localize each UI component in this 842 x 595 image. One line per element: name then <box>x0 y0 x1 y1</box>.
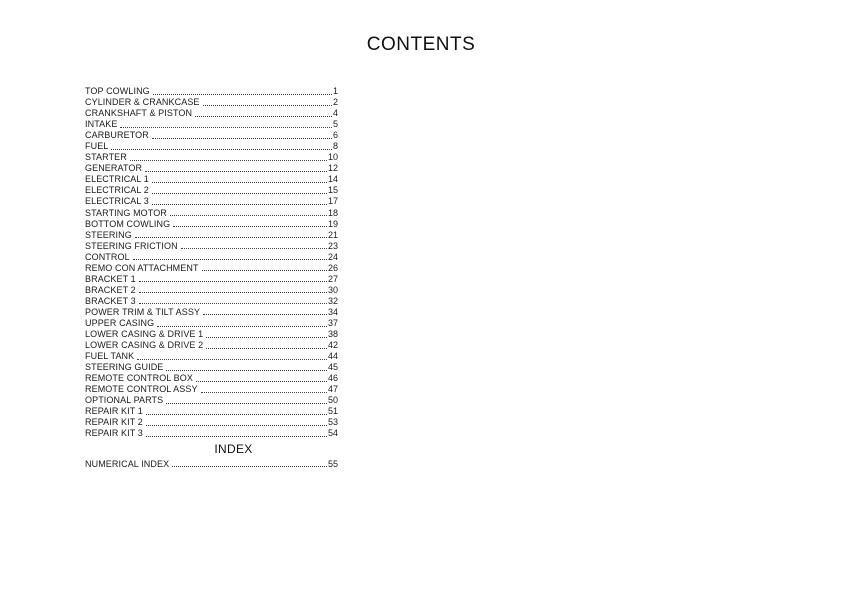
dot-leader <box>139 292 327 293</box>
toc-entry-page-number: 34 <box>327 306 338 317</box>
toc-entry-label: FUEL TANK <box>85 351 135 362</box>
dot-leader <box>195 116 332 117</box>
toc-entry[interactable] <box>85 263 338 274</box>
toc-entry[interactable] <box>85 141 338 152</box>
toc-entry-page-number: 15 <box>327 185 338 196</box>
toc-entry-page-number: 51 <box>327 406 338 417</box>
toc-entry-label: UPPER CASING <box>85 317 155 328</box>
toc-entry[interactable] <box>85 417 338 428</box>
toc-entry-page-number: 42 <box>327 340 338 351</box>
toc-entry-label: ELECTRICAL 2 <box>85 185 149 196</box>
index-entry-list <box>85 459 338 470</box>
dot-leader <box>145 171 327 172</box>
toc-entry-label: ELECTRICAL 3 <box>85 196 149 207</box>
toc-entry[interactable] <box>85 108 338 119</box>
toc-entry-page-number: 18 <box>327 207 338 218</box>
toc-entry-label: BOTTOM COWLING <box>85 218 171 229</box>
toc-entry[interactable] <box>85 362 338 373</box>
toc-entry[interactable] <box>85 296 338 307</box>
dot-leader <box>173 226 327 227</box>
toc-entry-label: CRANKSHAFT & PISTON <box>85 108 193 119</box>
toc-entry-page-number: 46 <box>327 373 338 384</box>
toc-entry[interactable] <box>85 241 338 252</box>
dot-leader <box>152 182 327 183</box>
toc-entry-page-number: 4 <box>332 108 338 119</box>
toc-entry-page-number: 21 <box>327 229 338 240</box>
dot-leader <box>153 94 332 95</box>
dot-leader <box>206 348 327 349</box>
toc-entry-page-number: 19 <box>327 218 338 229</box>
toc-entry-page-number: 24 <box>327 251 338 262</box>
toc-entry-label: STEERING FRICTION <box>85 240 178 251</box>
dot-leader <box>181 248 327 249</box>
toc-entry-page-number: 17 <box>327 196 338 207</box>
toc-entry[interactable] <box>85 318 338 329</box>
toc-entry-label: REMO CON ATTACHMENT <box>85 262 199 273</box>
toc-entry-label: OPTIONAL PARTS <box>85 395 164 406</box>
toc-entry[interactable] <box>85 174 338 185</box>
toc-entry[interactable] <box>85 459 338 470</box>
toc-entry-label: CARBURETOR <box>85 130 149 141</box>
dot-leader <box>166 403 327 404</box>
toc-entry[interactable] <box>85 130 338 141</box>
dot-leader <box>166 370 327 371</box>
index-section-heading: INDEX <box>214 442 253 456</box>
toc-entry[interactable] <box>85 185 338 196</box>
dot-leader <box>203 105 332 106</box>
dot-leader <box>137 359 327 360</box>
dot-leader <box>157 326 327 327</box>
page-title: CONTENTS <box>366 34 476 55</box>
toc-entry-page-number: 30 <box>327 284 338 295</box>
toc-entry[interactable] <box>85 428 338 439</box>
toc-entry-page-number: 2 <box>332 97 338 108</box>
toc-entry-label: BRACKET 2 <box>85 284 136 295</box>
toc-entry-label: STEERING <box>85 229 132 240</box>
toc-entry[interactable] <box>85 384 338 395</box>
toc-entry[interactable] <box>85 163 338 174</box>
toc-entry-label: REPAIR KIT 3 <box>85 428 143 439</box>
dot-leader <box>152 193 327 194</box>
toc-entry-page-number: 26 <box>327 262 338 273</box>
toc-entry[interactable] <box>85 307 338 318</box>
dot-leader <box>170 215 327 216</box>
toc-entry-page-number: 27 <box>327 273 338 284</box>
toc-entry-label: STARTER <box>85 152 127 163</box>
toc-entry-list <box>85 86 338 440</box>
toc-entry-page-number: 55 <box>327 458 338 469</box>
dot-leader <box>146 414 327 415</box>
toc-entry-page-number: 1 <box>332 86 338 96</box>
toc-entry[interactable] <box>85 373 338 384</box>
toc-entry-label: STEERING GUIDE <box>85 362 164 373</box>
dot-leader <box>139 303 327 304</box>
toc-entry-page-number: 47 <box>327 384 338 395</box>
dot-leader <box>152 138 332 139</box>
toc-entry-label: REMOTE CONTROL ASSY <box>85 384 198 395</box>
dot-leader <box>203 314 327 315</box>
toc-entry[interactable] <box>85 230 338 241</box>
toc-entry[interactable] <box>85 97 338 108</box>
toc-entry-label: FUEL <box>85 141 109 152</box>
toc-entry-page-number: 32 <box>327 295 338 306</box>
toc-entry-page-number: 54 <box>327 428 338 439</box>
dot-leader <box>196 381 327 382</box>
toc-entry-page-number: 50 <box>327 395 338 406</box>
dot-leader <box>130 160 327 161</box>
toc-entry-label: LOWER CASING & DRIVE 1 <box>85 329 204 340</box>
dot-leader <box>152 204 327 205</box>
toc-entry[interactable] <box>85 329 338 340</box>
toc-entry-label: CONTROL <box>85 251 130 262</box>
toc-entry-label: POWER TRIM & TILT ASSY <box>85 306 201 317</box>
dot-leader <box>146 436 327 437</box>
dot-leader <box>139 281 327 282</box>
toc-entry-page-number: 10 <box>327 152 338 163</box>
toc-entry[interactable] <box>85 340 338 351</box>
dot-leader <box>111 149 332 150</box>
toc-entry[interactable] <box>85 219 338 230</box>
toc-entry[interactable] <box>85 351 338 362</box>
toc-entry-label: STARTING MOTOR <box>85 207 167 218</box>
toc-entry-label: REMOTE CONTROL BOX <box>85 373 193 384</box>
toc-entry-label: BRACKET 3 <box>85 295 136 306</box>
toc-entry-label: NUMERICAL INDEX <box>85 458 170 469</box>
toc-entry-label: GENERATOR <box>85 163 143 174</box>
toc-entry-page-number: 44 <box>327 351 338 362</box>
toc-entry-label: REPAIR KIT 2 <box>85 417 143 428</box>
toc-entry[interactable] <box>85 86 338 97</box>
toc-entry[interactable] <box>85 119 338 130</box>
toc-entry-label: INTAKE <box>85 119 118 130</box>
toc-entry-page-number: 53 <box>327 417 338 428</box>
toc-entry-page-number: 45 <box>327 362 338 373</box>
toc-entry-label: LOWER CASING & DRIVE 2 <box>85 340 204 351</box>
toc-entry-page-number: 38 <box>327 329 338 340</box>
toc-entry-page-number: 14 <box>327 174 338 185</box>
toc-entry-label: BRACKET 1 <box>85 273 136 284</box>
toc-entry-label: ELECTRICAL 1 <box>85 174 149 185</box>
toc-entry-page-number: 37 <box>327 317 338 328</box>
toc-entry-page-number: 23 <box>327 240 338 251</box>
toc-entry[interactable] <box>85 274 338 285</box>
dot-leader <box>172 466 327 467</box>
dot-leader <box>133 259 327 260</box>
dot-leader <box>120 127 332 128</box>
toc-entry-label: REPAIR KIT 1 <box>85 406 143 417</box>
toc-entry[interactable] <box>85 395 338 406</box>
dot-leader <box>201 392 327 393</box>
dot-leader <box>206 337 327 338</box>
toc-entry-page-number: 12 <box>327 163 338 174</box>
dot-leader <box>202 270 327 271</box>
toc-entry[interactable] <box>85 196 338 207</box>
toc-entry-label: TOP COWLING <box>85 86 150 96</box>
dot-leader <box>146 425 327 426</box>
toc-entry-page-number: 6 <box>332 130 338 141</box>
toc-entry-label: CYLINDER & CRANKCASE <box>85 97 200 108</box>
toc-entry-page-number: 5 <box>332 119 338 130</box>
toc-entry[interactable] <box>85 208 338 219</box>
table-of-contents <box>85 86 338 470</box>
dot-leader <box>135 237 327 238</box>
toc-entry-page-number: 8 <box>332 141 338 152</box>
toc-entry[interactable] <box>85 152 338 163</box>
toc-entry[interactable] <box>85 252 338 263</box>
toc-entry[interactable] <box>85 406 338 417</box>
toc-entry[interactable] <box>85 285 338 296</box>
